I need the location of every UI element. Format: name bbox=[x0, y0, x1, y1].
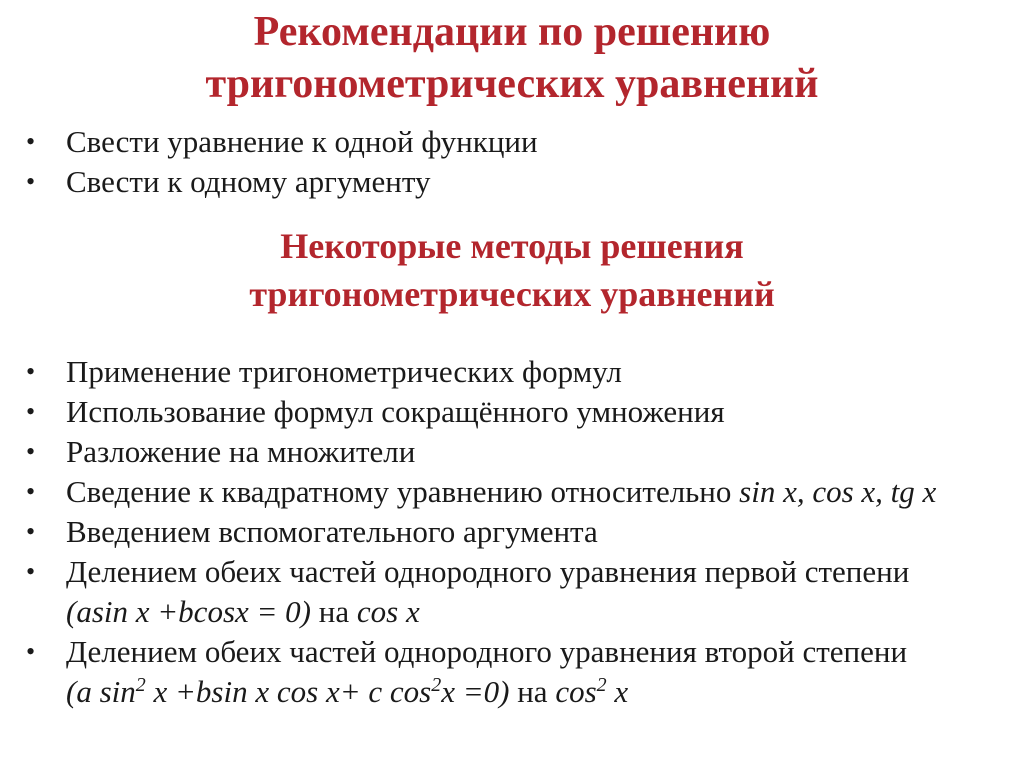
bullet-icon: • bbox=[26, 557, 36, 586]
exponent: 2 bbox=[431, 674, 442, 696]
list-item-text: Сведение к квадратному уравнению относительно bbox=[66, 474, 732, 509]
list-item bbox=[24, 392, 1014, 432]
list-item-text: Применение тригонометрических формул bbox=[66, 354, 622, 389]
recommendations-heading-line1: Рекомендации по решению bbox=[253, 9, 771, 55]
list-item-text: Использование формул сокращённого умножения bbox=[66, 394, 725, 429]
divisor-formula bbox=[555, 674, 628, 709]
list-item bbox=[24, 632, 1014, 712]
recommendations-heading-line2: тригонометрических уравнений bbox=[205, 61, 819, 107]
methods-heading bbox=[0, 222, 1024, 318]
bullet-icon: • bbox=[26, 397, 36, 426]
methods-heading-line2: тригонометрических уравнений bbox=[249, 274, 775, 314]
functions-formula: sin x, cos x, tg x bbox=[739, 474, 937, 509]
first-degree-formula: (asin x +bcosx = 0) bbox=[66, 594, 312, 629]
divisor-formula: cos x bbox=[356, 594, 420, 629]
list-item bbox=[24, 512, 1014, 552]
list-item bbox=[24, 162, 1014, 202]
list-item bbox=[24, 432, 1014, 472]
recommendations-heading bbox=[0, 6, 1024, 110]
formula-part: x +bsin x cos x+ c cos bbox=[145, 674, 432, 709]
bullet-icon: • bbox=[26, 357, 36, 386]
bullet-icon: • bbox=[26, 437, 36, 466]
exponent: 2 bbox=[596, 674, 607, 696]
on-word: на bbox=[517, 674, 548, 709]
recommendations-list bbox=[24, 122, 1014, 202]
bullet-icon: • bbox=[26, 477, 36, 506]
formula-part: cos bbox=[555, 674, 597, 709]
list-item-text: Делением обеих частей однородного уравнения второй степени bbox=[66, 634, 908, 669]
list-item-text: Разложение на множители bbox=[66, 434, 416, 469]
bullet-icon: • bbox=[26, 127, 36, 156]
formula-part: x bbox=[606, 674, 629, 709]
on-word: на bbox=[318, 594, 350, 629]
formula-part: x =0) bbox=[441, 674, 510, 709]
list-item bbox=[24, 352, 1014, 392]
list-item-text: Делением обеих частей однородного уравнения первой степени bbox=[66, 554, 910, 589]
formula-part: (a sin bbox=[66, 674, 136, 709]
methods-heading-line1: Некоторые методы решения bbox=[280, 226, 744, 266]
second-degree-formula bbox=[66, 674, 509, 709]
bullet-icon: • bbox=[26, 637, 36, 666]
list-item bbox=[24, 472, 1014, 512]
list-item-text: Свести уравнение к одной функции bbox=[66, 124, 538, 159]
exponent: 2 bbox=[135, 674, 146, 696]
bullet-icon: • bbox=[26, 517, 36, 546]
list-item-text: Свести к одному аргументу bbox=[66, 164, 431, 199]
methods-list bbox=[24, 352, 1014, 712]
list-item-text: Введением вспомогательного аргумента bbox=[66, 514, 598, 549]
list-item bbox=[24, 552, 1014, 632]
list-item bbox=[24, 122, 1014, 162]
bullet-icon: • bbox=[26, 167, 36, 196]
